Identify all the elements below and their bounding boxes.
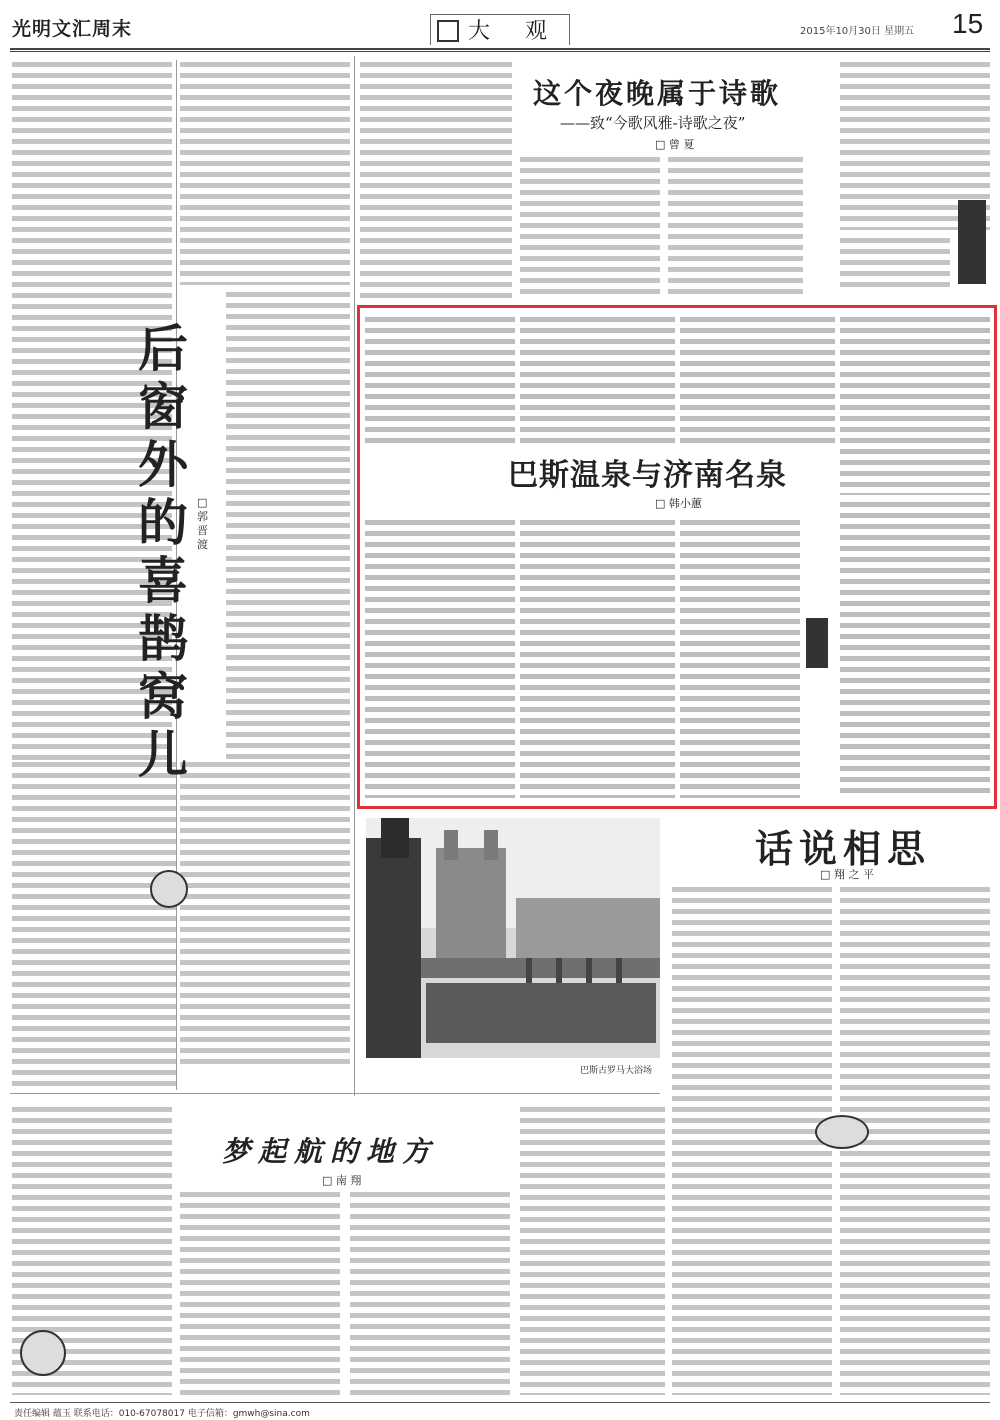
article-title-magpie: 后窗外的喜鹊窝儿 [138,319,188,784]
highlight-frame [357,305,997,809]
article-text-block [520,1105,665,1395]
article-author-magpie: □ 郭 晋 渡 [197,496,208,551]
section-name: 大 观 [468,19,561,44]
article-title-dream: 梦起航的地方 [222,1135,439,1168]
roman-bath-photo [366,818,660,1058]
footer-credits: 责任编辑 蕴玉 联系电话：010-67078017 电子信箱：gmwh@sina.com [14,1409,310,1419]
issue-date: 2015年10月30日 星期五 [800,26,915,37]
masthead-rule-thin [10,51,990,52]
article-text-block [180,60,350,285]
article-title-bath: 巴斯温泉与济南名泉 [508,458,787,493]
article-text-block [840,236,950,292]
article-text-block [226,290,350,760]
article-text-block [180,760,350,1065]
article-text-block [520,155,660,295]
column-stamp-icon [20,1330,66,1376]
paper-name: 光明文汇周末 [12,18,133,40]
article-author-dream: □ 南 翔 [322,1174,362,1187]
roman-bath-illustration [366,818,660,1058]
column-divider [354,56,355,1096]
column-stamp-icon [815,1115,869,1149]
article-title-acacia: 话说相思 [755,826,932,871]
section-logo-icon [437,20,459,42]
article-text-block [360,60,512,300]
footer-rule [10,1402,990,1403]
article-subtitle-poem: ——致“今歌风雅-诗歌之夜” [560,114,746,132]
page-number: 15 [952,8,984,39]
article-author-bath: □ 韩小蕙 [655,497,702,510]
section-divider [10,1093,660,1094]
article-title-poem: 这个夜晚属于诗歌 [533,77,782,110]
article-text-block [350,1190,510,1395]
column-stamp-icon [150,870,188,908]
article-author-poem: □ 曾 夏 [655,138,695,151]
article-text-block [672,885,832,1395]
article-text-block [180,1190,340,1395]
article-text-block [12,760,177,1090]
article-text-block [668,155,803,295]
author-badge-icon [958,200,986,284]
article-author-acacia: □ 翔 之 平 [820,868,874,881]
photo-caption: 巴斯古罗马大浴场 [580,1066,653,1076]
masthead-rule [10,48,990,50]
